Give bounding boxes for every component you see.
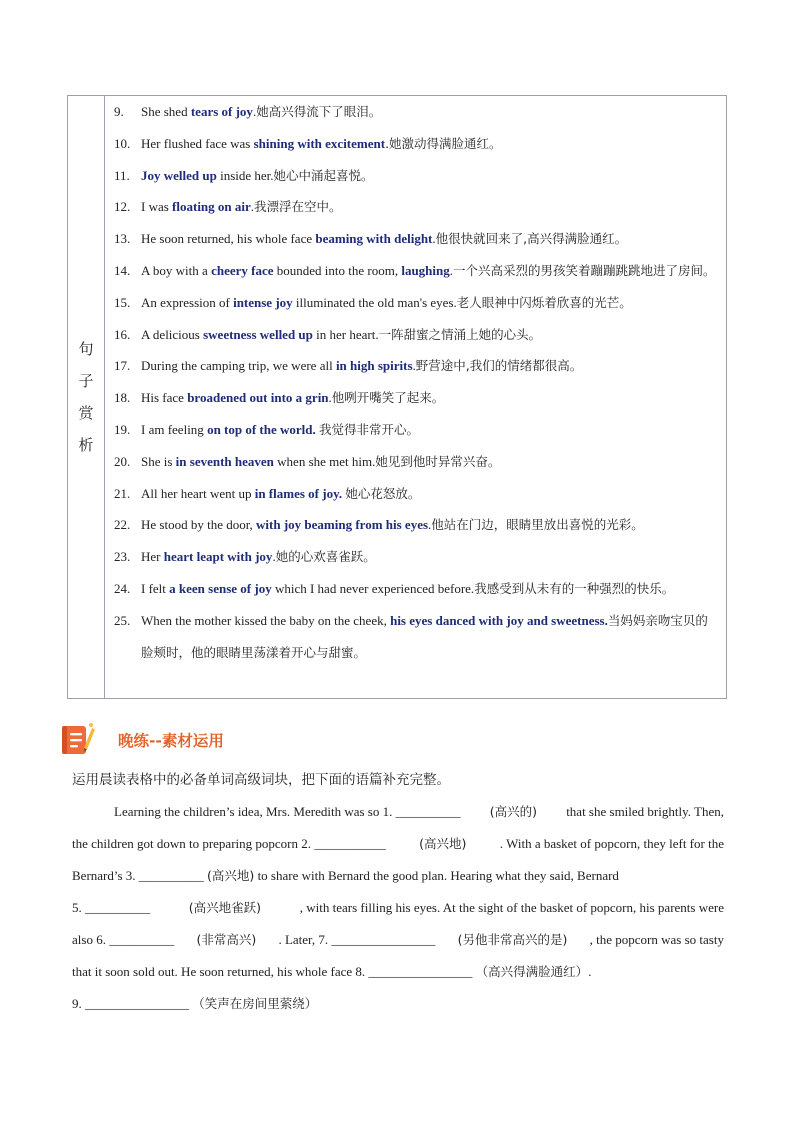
sentence-number: 20. bbox=[114, 453, 131, 469]
key-phrase: floating on air bbox=[172, 199, 251, 215]
sentence-text: When the mother kissed the baby on the cheek, bbox=[141, 612, 391, 628]
chinese-hint: (高兴的) bbox=[489, 804, 538, 819]
side-label-char: 析 bbox=[78, 436, 94, 454]
sentence-number: 10. bbox=[114, 135, 131, 151]
chinese-translation: 一个兴高采烈的男孩笑着蹦蹦跳跳地进了房间。 bbox=[453, 262, 716, 278]
sentence-text: Her flushed face was bbox=[141, 135, 254, 151]
sentence-text: An expression of bbox=[141, 294, 234, 310]
key-phrase: heart leapt with joy bbox=[163, 549, 273, 565]
sentence-row bbox=[114, 446, 720, 478]
chinese-hint: (非常高兴) bbox=[196, 932, 257, 947]
sentence-appreciation-table bbox=[67, 95, 727, 699]
passage-line-text bbox=[72, 860, 619, 892]
sentence-number: 19. bbox=[114, 421, 131, 437]
sentence-row bbox=[114, 191, 720, 223]
sentence-row bbox=[114, 605, 720, 669]
sentence-row bbox=[114, 319, 720, 351]
key-phrase: in flames of joy. bbox=[254, 485, 343, 501]
sentence-row bbox=[114, 160, 720, 192]
notebook-pencil-icon bbox=[58, 720, 96, 758]
chinese-hint: (高兴地) bbox=[207, 868, 255, 883]
sentence-number: 16. bbox=[114, 326, 131, 342]
sentence-text: She is bbox=[141, 453, 176, 469]
chinese-translation: .她激动得满脸通红。 bbox=[385, 135, 502, 151]
sentence-text: bounded into the room, bbox=[273, 262, 402, 278]
chinese-translation: 我觉得非常开心。 bbox=[319, 421, 420, 437]
sentence-text: . bbox=[252, 104, 257, 119]
passage-text: . With a basket of popcorn, they left for the bbox=[499, 836, 724, 851]
sentence-row bbox=[114, 96, 720, 128]
chinese-translation: 一阵甜蜜之情涌上她的心头。 bbox=[378, 326, 542, 342]
passage-line-text bbox=[72, 956, 591, 988]
sentence-text: . bbox=[328, 390, 332, 406]
key-phrase: cheery face bbox=[211, 262, 274, 278]
sentence-text: which I had never experienced before. bbox=[271, 580, 475, 596]
sentence-text: His face bbox=[141, 390, 188, 406]
passage-line bbox=[72, 892, 724, 924]
sentence-row bbox=[114, 287, 720, 319]
sentence-text: During the camping trip, we were all bbox=[141, 358, 336, 374]
sentence-row bbox=[114, 223, 720, 255]
side-label-char: 子 bbox=[78, 372, 94, 390]
sentence-text: . bbox=[449, 262, 453, 278]
sentence-row bbox=[114, 541, 720, 573]
passage-text: 5. __________ bbox=[72, 900, 150, 915]
chinese-hint: (高兴地雀跃) bbox=[188, 900, 262, 915]
chinese-translation: 野营途中,我们的情绪都很高。 bbox=[415, 358, 583, 374]
sentence-text: illuminated the old man's eyes. bbox=[292, 294, 457, 310]
sentence-text: All her heart went up bbox=[141, 485, 255, 501]
section-title: 晚练--素材运用 bbox=[118, 732, 224, 750]
chinese-translation: 她的心欢喜雀跃。 bbox=[275, 549, 376, 565]
sentence-number: 11. bbox=[114, 167, 130, 183]
sentence-row bbox=[114, 509, 720, 541]
sentence-number: 21. bbox=[114, 485, 131, 501]
chinese-translation: 她高兴得流下了眼泪。 bbox=[256, 104, 382, 119]
sentence-row bbox=[114, 382, 720, 414]
sentence-text: A delicious bbox=[141, 326, 204, 342]
table-divider bbox=[104, 96, 105, 698]
passage-text: that it soon sold out. He soon returned, his whole face 8. ________________ bbox=[72, 964, 476, 979]
sentence-list bbox=[114, 96, 720, 668]
key-phrase: intense joy bbox=[233, 294, 293, 310]
sentence-text: He stood by the door, bbox=[141, 517, 257, 533]
passage-line bbox=[72, 860, 724, 892]
passage-line-text bbox=[72, 988, 317, 1020]
sentence-text: Her bbox=[141, 549, 164, 565]
key-phrase: his eyes danced with joy and sweetness. bbox=[390, 612, 608, 628]
passage-text: , the popcorn was so tasty bbox=[589, 932, 724, 947]
sentence-text: . bbox=[432, 231, 436, 247]
passage-line bbox=[72, 796, 724, 828]
sentence-text: I felt bbox=[141, 580, 170, 596]
passage-text: also 6. __________ bbox=[72, 932, 175, 947]
sentence-number: 15. bbox=[114, 294, 131, 310]
sentence-number: 18. bbox=[114, 390, 131, 406]
sentence-text: . bbox=[412, 358, 416, 374]
sentence-number: 25. bbox=[114, 612, 131, 628]
sentence-number: 9. bbox=[114, 104, 124, 119]
chinese-hint: (高兴地) bbox=[419, 836, 467, 851]
sentence-row bbox=[114, 255, 720, 287]
sentence-row bbox=[114, 573, 720, 605]
key-phrase: a keen sense of joy bbox=[169, 580, 272, 596]
passage-text: Bernard’s 3. __________ bbox=[72, 868, 208, 883]
sentence-text: I was bbox=[141, 199, 173, 215]
key-phrase: tears of joy bbox=[190, 104, 253, 119]
chinese-translation: 她见到他时异常兴奋。 bbox=[375, 453, 501, 469]
passage-text: that she smiled brightly. Then, bbox=[566, 804, 724, 819]
side-label-char: 句 bbox=[78, 340, 94, 358]
passage-line bbox=[72, 988, 724, 1020]
chinese-translation: 她心中涌起喜悦。 bbox=[273, 167, 374, 183]
cloze-passage bbox=[72, 796, 724, 1020]
sentence-row bbox=[114, 478, 720, 510]
sentence-text: when she met him. bbox=[273, 453, 376, 469]
chinese-translation: 他站在门边，眼睛里放出喜悦的光彩。 bbox=[431, 517, 644, 533]
chinese-hint: （高兴得满脸通红） bbox=[475, 964, 589, 979]
key-phrase: Joy welled up bbox=[141, 167, 217, 183]
sentence-number: 17. bbox=[114, 358, 131, 374]
passage-text: 9. ________________ bbox=[72, 996, 193, 1011]
sentence-number: 12. bbox=[114, 199, 131, 215]
sentence-text: He soon returned, his whole face bbox=[141, 231, 316, 247]
passage-line bbox=[72, 828, 724, 860]
key-phrase: with joy beaming from his eyes bbox=[256, 517, 429, 533]
key-phrase: sweetness welled up bbox=[203, 326, 313, 342]
sentence-text: A boy with a bbox=[141, 262, 212, 278]
sentence-row bbox=[114, 350, 720, 382]
sentence-text: inside her. bbox=[216, 167, 274, 183]
sentence-text: in her heart. bbox=[312, 326, 379, 342]
key-phrase: beaming with delight bbox=[315, 231, 433, 247]
chinese-translation: 他咧开嘴笑了起来。 bbox=[331, 390, 445, 406]
chinese-translation: 老人眼神中闪烁着欣喜的光芒。 bbox=[456, 294, 632, 310]
sentence-text: . bbox=[250, 199, 255, 215]
key-phrase: in high spirits bbox=[335, 358, 413, 374]
sentence-text: I am feeling bbox=[141, 421, 208, 437]
sentence-number: 22. bbox=[114, 517, 131, 533]
sentence-number: 24. bbox=[114, 580, 131, 596]
chinese-hint: (另他非常高兴的是) bbox=[457, 932, 568, 947]
key-phrase: on top of the world. bbox=[207, 421, 316, 437]
passage-line bbox=[72, 924, 724, 956]
sentence-text: . bbox=[272, 549, 276, 565]
chinese-translation: 我感受到从未有的一种强烈的快乐。 bbox=[474, 580, 675, 596]
chinese-hint: （笑声在房间里萦绕） bbox=[192, 996, 318, 1011]
instruction-text: 运用晨读表格中的必备单词高级词块，把下面的语篇补充完整。 bbox=[72, 772, 450, 788]
passage-text: , with tears filling his eyes. At the sight of the basket of popcorn, his parents were bbox=[299, 900, 724, 915]
passage-text: the children got down to preparing popcorn 2. ___________ bbox=[72, 836, 386, 851]
sentence-number: 13. bbox=[114, 231, 131, 247]
key-phrase: shining with excitement bbox=[253, 135, 386, 151]
passage-line bbox=[72, 956, 724, 988]
chinese-translation: 当妈妈亲吻宝贝的脸颊时，他的眼睛里荡漾着开心与甜蜜。 bbox=[141, 612, 708, 660]
side-label-char: 赏 bbox=[78, 404, 94, 422]
passage-text: to share with Bernard the good plan. Hearing what they said, Bernard bbox=[254, 868, 619, 883]
sentence-text: . bbox=[428, 517, 432, 533]
passage-text: Learning the children’s idea, Mrs. Meredith was so 1. __________ bbox=[114, 804, 461, 819]
passage-text: . bbox=[588, 964, 592, 979]
sentence-number: 23. bbox=[114, 549, 131, 565]
chinese-translation: 她心花怒放。 bbox=[345, 485, 421, 501]
sentence-text: She shed bbox=[141, 104, 191, 119]
sentence-number: 14. bbox=[114, 262, 131, 278]
sentence-row bbox=[114, 414, 720, 446]
key-phrase: broadened out into a grin bbox=[187, 390, 329, 406]
chinese-translation: 我漂浮在空中。 bbox=[254, 199, 342, 215]
sentence-row bbox=[114, 128, 720, 160]
key-phrase: in seventh heaven bbox=[175, 453, 274, 469]
passage-text: . Later, 7. ________________ bbox=[278, 932, 436, 947]
side-label bbox=[68, 96, 104, 698]
key-phrase: laughing bbox=[401, 262, 450, 278]
chinese-translation: 他很快就回来了,高兴得满脸通红。 bbox=[435, 231, 628, 247]
